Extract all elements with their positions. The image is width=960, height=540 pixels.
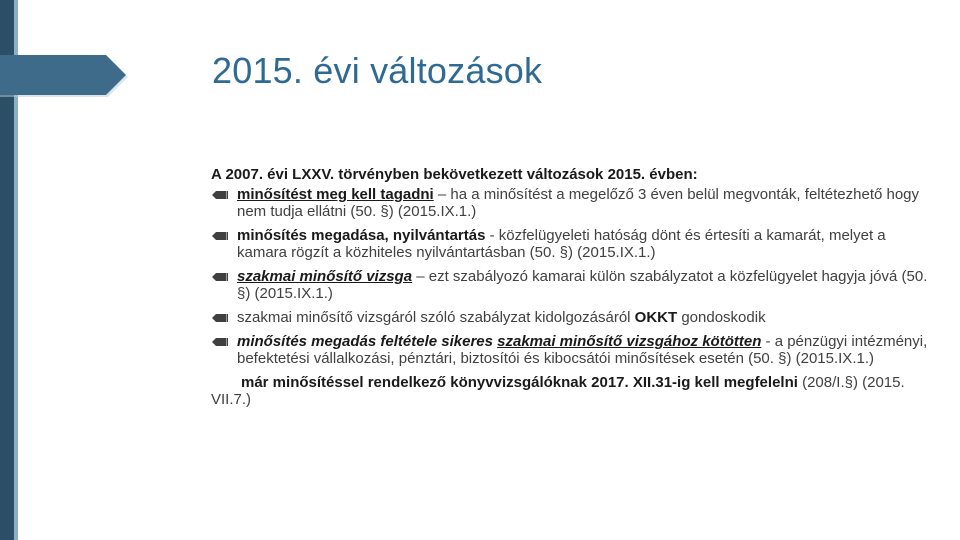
list-item xyxy=(211,333,931,367)
item-text: - a pénzügyi intézményi, befektetési vállalkozási, pénztári, biztosítói és kibocsátói minősítések esetén (50. §) (2015.IX.1.) xyxy=(237,333,928,367)
list-item xyxy=(211,309,931,326)
item-text: - közfelügyeleti hatóság dönt és értesíti a kamarát, melyet a kamara rögzít a közhiteles nyilvántartásban (50. §) (2015.IX.1.) xyxy=(237,227,886,261)
pencil-bullet-icon xyxy=(212,272,228,282)
pencil-bullet-icon xyxy=(212,313,228,323)
item-bold-underlined: szakmai minősítő vizsgához kötötten xyxy=(497,333,762,350)
final-bold: már minősítéssel rendelkező könyvvizsgálóknak 2017. XII.31-ig kell megfelelni xyxy=(241,374,798,391)
item-bold: minősítést meg kell tagadni xyxy=(237,186,434,203)
pencil-bullet-icon xyxy=(212,190,228,200)
list-item xyxy=(211,227,931,261)
item-bold: szakmai minősítő vizsga xyxy=(237,268,413,285)
pencil-bullet-icon xyxy=(212,337,228,347)
list-item xyxy=(211,186,931,220)
pencil-bullet-icon xyxy=(212,231,228,241)
item-bold: minősítés megadása, nyilvántartás xyxy=(237,227,486,244)
final-text: (208/I.§) (2015. VII.7.) xyxy=(211,374,905,408)
page-title: 2015. évi változások xyxy=(212,50,543,91)
slide-content xyxy=(211,166,931,408)
item-bold: OKKT xyxy=(634,309,678,326)
item-text: gondoskodik xyxy=(677,309,766,326)
item-text: – ha a minősítést a megelőző 3 éven belül megvonták, feltétezhető hogy nem tudja ellátni (50. §) (2015.IX.1.) xyxy=(237,186,920,220)
final-note xyxy=(211,374,931,408)
item-text: – ezt szabályozó kamarai külön szabályzatot a közfelügyelet hagyja jóvá (50. §) (2015.IX.1.) xyxy=(237,268,928,302)
bullet-list xyxy=(211,186,931,367)
item-text: szakmai minősítő vizsgáról szóló szabályzat kidolgozásáról xyxy=(237,309,635,326)
title-arrow-shape xyxy=(0,55,126,95)
list-item xyxy=(211,268,931,302)
intro-line: A 2007. évi LXXV. törvényben bekövetkezett változások 2015. évben: xyxy=(211,166,698,183)
item-bold: minősítés megadás feltétele sikeres xyxy=(237,333,498,350)
